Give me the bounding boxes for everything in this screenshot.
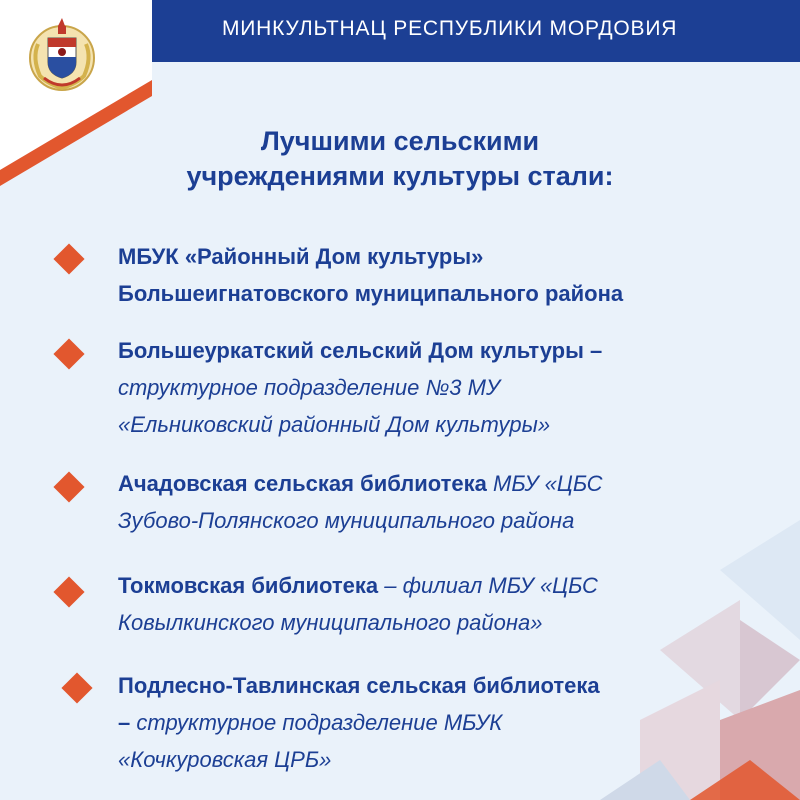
item-bold-text: Токмовская библиотека	[118, 573, 379, 598]
item-italic-text: «Кочкуровская ЦРБ»	[118, 747, 332, 772]
item-italic-text: «Ельниковский районный Дом культуры»	[118, 412, 551, 437]
header-title: МИНКУЛЬТНАЦ РЕСПУБЛИКИ МОРДОВИЯ	[222, 17, 678, 40]
mordovia-coat-of-arms-icon	[28, 14, 96, 94]
list-item-text	[118, 238, 788, 312]
item-bold-text: Ачадовская сельская библиотека	[118, 471, 487, 496]
list-item-text	[118, 667, 788, 778]
item-bold-text: Подлесно-Тавлинская сельская библиотека	[118, 673, 600, 698]
item-italic-text: Зубово-Полянского муниципального района	[118, 508, 575, 533]
item-bold-text: Большеигнатовского муниципального района	[118, 281, 624, 306]
item-italic-text: структурное подразделение №3 МУ	[118, 375, 501, 400]
item-italic-text: Ковылкинского муниципального района»	[118, 610, 543, 635]
list-item-text	[118, 332, 788, 443]
item-italic-text: структурное подразделение МБУК	[130, 710, 503, 735]
page-heading	[100, 124, 700, 194]
list-item-text	[118, 465, 788, 539]
item-bold-text: Большеуркатский сельский Дом культуры –	[118, 338, 603, 363]
item-bold-text: –	[118, 710, 131, 735]
item-italic-text: МБУ «ЦБС	[486, 471, 603, 496]
item-italic-text: – филиал МБУ «ЦБС	[378, 573, 598, 598]
heading-line-2: учреждениями культуры стали:	[186, 161, 614, 191]
item-bold-text: МБУК «Районный Дом культуры»	[118, 244, 484, 269]
list-item-text	[118, 567, 788, 641]
heading-line-1: Лучшими сельскими	[260, 126, 540, 156]
